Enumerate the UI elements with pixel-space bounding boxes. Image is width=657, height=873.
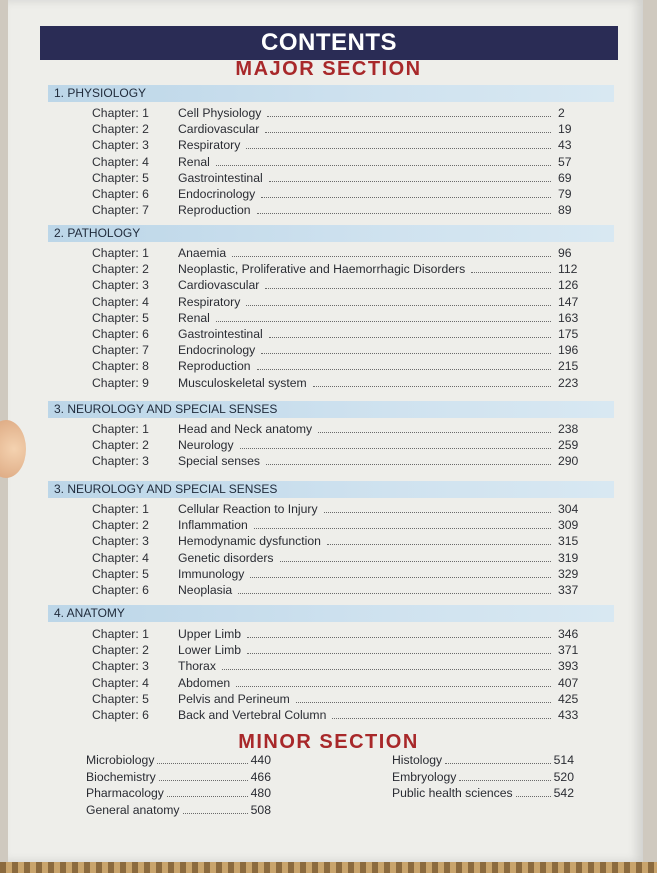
- chapter-number: Chapter: 6: [92, 582, 149, 597]
- dot-leader: [324, 511, 551, 513]
- chapter-title: Lower Limb: [178, 642, 557, 658]
- chapter-list: [0, 626, 657, 723]
- chapter-list: [0, 501, 657, 598]
- chapter-number: Chapter: 9: [92, 375, 149, 390]
- chapter-row: [0, 186, 657, 202]
- chapter-title: Endocrinology: [178, 342, 557, 358]
- page-number: 126: [558, 278, 579, 293]
- page-number: 79: [558, 186, 572, 201]
- dot-leader: [471, 271, 551, 273]
- page-number: 238: [558, 422, 579, 436]
- chapter-number: Chapter: 1: [92, 422, 149, 436]
- dot-leader: [247, 636, 551, 638]
- chapter-row: [0, 358, 657, 374]
- chapter-title: Gastrointestinal: [178, 170, 557, 186]
- page-number: 346: [558, 627, 579, 641]
- dot-leader: [246, 147, 551, 149]
- chapter-row: [0, 342, 657, 358]
- page-number: 309: [558, 518, 579, 533]
- chapter-number: Chapter: 4: [92, 294, 149, 309]
- chapter-row: [0, 245, 657, 261]
- dot-leader: [240, 447, 551, 449]
- page-number: 223: [558, 375, 579, 390]
- chapter-title: Upper Limb: [178, 626, 557, 642]
- page-number: 393: [558, 659, 579, 674]
- page-number: 43: [558, 138, 572, 153]
- page-number: 175: [558, 326, 579, 341]
- page-number: 112: [558, 262, 578, 277]
- chapter-row: [0, 121, 657, 137]
- chapter-title: Cell Physiology: [178, 105, 557, 121]
- chapter-row: [0, 294, 657, 310]
- dot-leader: [261, 196, 551, 198]
- chapter-list: [0, 421, 657, 470]
- dot-leader: [318, 431, 551, 433]
- dot-leader: [257, 368, 552, 370]
- dot-leader: [296, 701, 551, 703]
- page-number: 19: [558, 122, 572, 137]
- chapter-title: Cardiovascular: [178, 121, 557, 137]
- dot-leader: [261, 352, 551, 354]
- chapter-number: Chapter: 2: [92, 262, 149, 277]
- dot-leader: [327, 543, 551, 545]
- chapter-row: [0, 642, 657, 658]
- dot-leader: [280, 560, 551, 562]
- chapter-row: [0, 675, 657, 691]
- dot-leader: [250, 576, 551, 578]
- chapter-title: Inflammation: [178, 517, 557, 533]
- page-number: 433: [558, 707, 579, 722]
- chapter-row: [0, 437, 657, 453]
- page-edge: [0, 862, 657, 873]
- chapter-number: Chapter: 5: [92, 170, 149, 185]
- minor-subject-row: Pharmacology 480: [86, 786, 271, 800]
- chapter-number: Chapter: 3: [92, 659, 149, 674]
- chapter-title: Respiratory: [178, 137, 557, 153]
- chapter-row: [0, 517, 657, 533]
- page-number: 196: [558, 343, 579, 358]
- chapter-row: [0, 421, 657, 437]
- chapter-title: Genetic disorders: [178, 550, 557, 566]
- chapter-title: Reproduction: [178, 358, 557, 374]
- dot-leader: [254, 527, 551, 529]
- chapter-title: Cellular Reaction to Injury: [178, 501, 557, 517]
- page-number: 337: [558, 582, 579, 597]
- chapter-row: [0, 154, 657, 170]
- chapter-row: [0, 453, 657, 469]
- chapter-row: [0, 658, 657, 674]
- chapter-title: Musculoskeletal system: [178, 375, 557, 391]
- dot-leader: [265, 287, 551, 289]
- section-heading: 2. PATHOLOGY: [48, 225, 614, 242]
- chapter-number: Chapter: 1: [92, 502, 149, 516]
- chapter-number: Chapter: 3: [92, 534, 149, 549]
- chapter-row: [0, 261, 657, 277]
- chapter-number: Chapter: 6: [92, 326, 149, 341]
- chapter-list: [0, 245, 657, 391]
- chapter-number: Chapter: 5: [92, 566, 149, 581]
- page-number: 319: [558, 550, 579, 565]
- minor-subject-row: Microbiology 440: [86, 753, 271, 767]
- chapter-row: [0, 550, 657, 566]
- dot-leader: [216, 320, 551, 322]
- chapter-title: Endocrinology: [178, 186, 557, 202]
- chapter-row: [0, 707, 657, 723]
- dot-leader: [236, 685, 551, 687]
- dot-leader: [265, 131, 551, 133]
- chapter-title: Anaemia: [178, 245, 557, 261]
- chapter-number: Chapter: 3: [92, 454, 149, 469]
- dot-leader: [269, 336, 551, 338]
- page-number: 2: [558, 106, 565, 120]
- chapter-number: Chapter: 1: [92, 106, 149, 120]
- chapter-row: [0, 202, 657, 218]
- page-number: 89: [558, 203, 572, 218]
- dot-leader: [267, 115, 551, 117]
- chapter-number: Chapter: 5: [92, 310, 149, 325]
- chapter-title: Respiratory: [178, 294, 557, 310]
- chapter-number: Chapter: 7: [92, 203, 149, 218]
- chapter-title: Thorax: [178, 658, 557, 674]
- page-number: 147: [558, 294, 579, 309]
- chapter-title: Special senses: [178, 453, 557, 469]
- section-heading: 3. NEUROLOGY AND SPECIAL SENSES: [48, 481, 614, 498]
- chapter-title: Renal: [178, 310, 557, 326]
- chapter-number: Chapter: 3: [92, 138, 149, 153]
- page-number: 371: [558, 643, 579, 658]
- chapter-number: Chapter: 2: [92, 438, 149, 453]
- page-number: 290: [558, 454, 579, 469]
- chapter-number: Chapter: 7: [92, 343, 149, 358]
- chapter-title: Hemodynamic dysfunction: [178, 533, 557, 549]
- minor-subject-row: Public health sciences 542: [392, 786, 574, 800]
- minor-section-heading: MINOR SECTION: [238, 731, 419, 753]
- dot-leader: [313, 385, 551, 387]
- section-heading: 4. ANATOMY: [48, 605, 614, 622]
- chapter-row: [0, 277, 657, 293]
- chapter-number: Chapter: 6: [92, 186, 149, 201]
- page-number: 259: [558, 438, 579, 453]
- chapter-row: [0, 375, 657, 391]
- minor-subject-row: Biochemistry 466: [86, 769, 271, 784]
- page-number: 329: [558, 566, 579, 581]
- chapter-title: Abdomen: [178, 675, 557, 691]
- chapter-title: Immunology: [178, 566, 557, 582]
- page-number: 69: [558, 170, 572, 185]
- chapter-row: [0, 691, 657, 707]
- page-number: 215: [558, 359, 579, 374]
- dot-leader: [222, 668, 551, 670]
- chapter-number: Chapter: 2: [92, 122, 149, 137]
- chapter-row: [0, 566, 657, 582]
- chapter-title: Neoplastic, Proliferative and Haemorrhagic Disorders: [178, 261, 557, 277]
- section-heading: 3. NEUROLOGY AND SPECIAL SENSES: [48, 401, 614, 418]
- chapter-number: Chapter: 4: [92, 154, 149, 169]
- dot-leader: [266, 463, 551, 465]
- chapter-number: Chapter: 8: [92, 359, 149, 374]
- dot-leader: [269, 180, 551, 182]
- page-number: 407: [558, 675, 579, 690]
- chapter-number: Chapter: 5: [92, 691, 149, 706]
- chapter-number: Chapter: 6: [92, 707, 149, 722]
- dot-leader: [232, 255, 551, 257]
- page-number: 96: [558, 246, 572, 260]
- chapter-title: Renal: [178, 154, 557, 170]
- page-number: 315: [558, 534, 579, 549]
- chapter-number: Chapter: 2: [92, 518, 149, 533]
- major-section-heading: MAJOR SECTION: [235, 58, 422, 80]
- chapter-title: Cardiovascular: [178, 277, 557, 293]
- minor-subject-row: Embryology 520: [392, 769, 574, 784]
- chapter-title: Neoplasia: [178, 582, 557, 598]
- chapter-list: [0, 105, 657, 218]
- chapter-row: [0, 310, 657, 326]
- page-number: 304: [558, 502, 579, 516]
- page-number: 57: [558, 154, 572, 169]
- chapter-number: Chapter: 1: [92, 627, 149, 641]
- minor-subject-row: General anatomy 508: [86, 802, 271, 817]
- chapter-row: [0, 626, 657, 642]
- page-number: 163: [558, 310, 579, 325]
- minor-subject-row: Histology 514: [392, 753, 574, 767]
- dot-leader: [247, 652, 551, 654]
- page-number: 425: [558, 691, 579, 706]
- chapter-row: [0, 533, 657, 549]
- chapter-number: Chapter: 3: [92, 278, 149, 293]
- chapter-title: Pelvis and Perineum: [178, 691, 557, 707]
- chapter-title: Reproduction: [178, 202, 557, 218]
- chapter-row: [0, 170, 657, 186]
- chapter-row: [0, 326, 657, 342]
- chapter-title: Back and Vertebral Column: [178, 707, 557, 723]
- contents-title: CONTENTS: [261, 29, 397, 56]
- chapter-number: Chapter: 4: [92, 675, 149, 690]
- chapter-title: Gastrointestinal: [178, 326, 557, 342]
- chapter-number: Chapter: 4: [92, 550, 149, 565]
- dot-leader: [246, 304, 551, 306]
- chapter-number: Chapter: 1: [92, 246, 149, 260]
- chapter-row: [0, 501, 657, 517]
- chapter-number: Chapter: 2: [92, 643, 149, 658]
- dot-leader: [238, 592, 551, 594]
- chapter-row: [0, 137, 657, 153]
- dot-leader: [332, 717, 551, 719]
- chapter-row: [0, 582, 657, 598]
- chapter-row: [0, 105, 657, 121]
- chapter-title: Head and Neck anatomy: [178, 421, 557, 437]
- section-heading: 1. PHYSIOLOGY: [48, 85, 614, 102]
- dot-leader: [216, 164, 551, 166]
- contents-title-bar: [40, 26, 618, 60]
- dot-leader: [257, 212, 552, 214]
- chapter-title: Neurology: [178, 437, 557, 453]
